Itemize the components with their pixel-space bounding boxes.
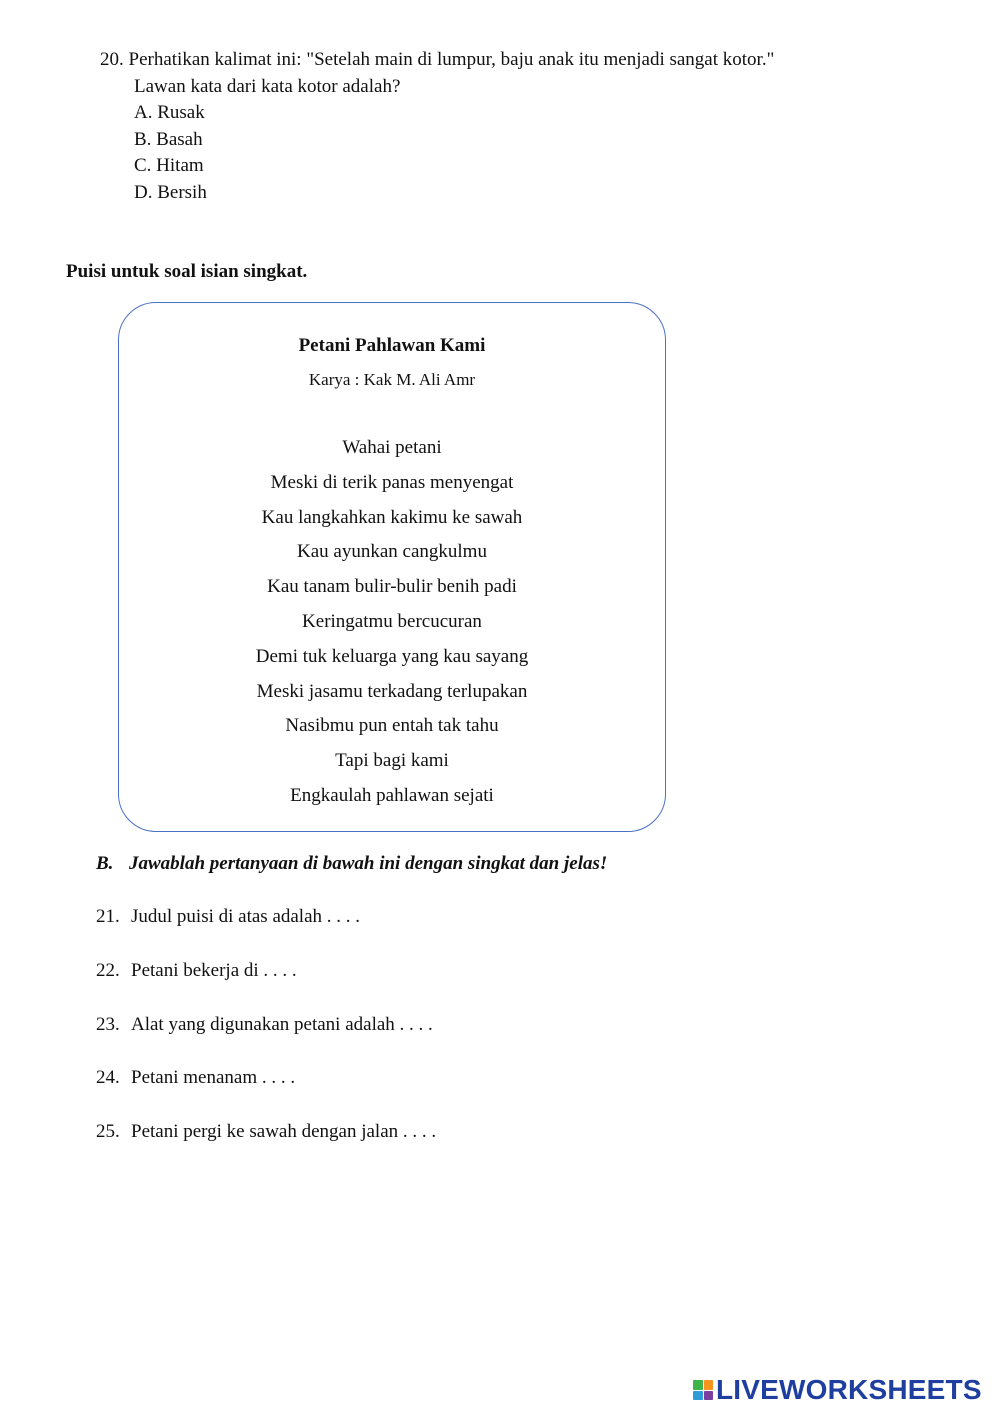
- question-number: 24.: [96, 1067, 120, 1088]
- question-text: Judul puisi di atas adalah . . . .: [131, 906, 361, 927]
- poem-line: Demi tuk keluarga yang kau sayang: [255, 645, 529, 667]
- question-text: Alat yang digunakan petani adalah . . . .: [131, 1014, 433, 1035]
- question-22: [96, 960, 297, 982]
- poem-title: Petani Pahlawan Kami: [298, 335, 486, 356]
- poem-lines: [118, 435, 666, 818]
- poem-line: Meski di terik panas menyengat: [270, 471, 514, 493]
- poem-line: Kau tanam bulir-bulir benih padi: [267, 576, 517, 598]
- section-b-text: Jawablah pertanyaan di bawah ini dengan singkat dan jelas!: [129, 853, 608, 874]
- question-text: Petani menanam . . . .: [131, 1067, 296, 1088]
- liveworksheets-wordmark: LIVEWORKSHEETS: [716, 1374, 982, 1405]
- question-number: 21.: [96, 906, 120, 927]
- question-21: [96, 906, 360, 928]
- poem-author: Karya : Kak M. Ali Amr: [308, 370, 476, 389]
- poem-line: Keringatmu bercucuran: [302, 610, 482, 632]
- option-c[interactable]: C. Hitam: [134, 155, 204, 176]
- icon-square: [693, 1391, 703, 1401]
- question-number: 25.: [96, 1121, 120, 1142]
- poem-line: Tapi bagi kami: [335, 750, 449, 772]
- question-subtext: Lawan kata dari kata kotor adalah?: [134, 75, 401, 97]
- poem-line: Nasibmu pun entah tak tahu: [285, 715, 499, 737]
- option-a[interactable]: A. Rusak: [134, 102, 205, 123]
- question-number: 22.: [96, 960, 120, 981]
- question-number: 20.: [100, 49, 124, 70]
- question-20: [100, 47, 774, 206]
- icon-square: [704, 1380, 714, 1390]
- option-d[interactable]: D. Bersih: [134, 181, 207, 203]
- poem-section-heading: Puisi untuk soal isian singkat.: [66, 261, 308, 282]
- icon-square: [693, 1380, 703, 1390]
- question-23: [96, 1014, 433, 1036]
- question-number: 23.: [96, 1014, 120, 1035]
- poem-line: Meski jasamu terkadang terlupakan: [256, 680, 528, 702]
- section-b-instruction: [96, 853, 607, 875]
- liveworksheets-logo: [693, 1374, 982, 1406]
- icon-square: [704, 1391, 714, 1401]
- poem-line: Kau langkahkan kakimu ke sawah: [261, 506, 523, 528]
- poem-line: Wahai petani: [342, 437, 442, 458]
- question-text: Petani bekerja di . . . .: [131, 960, 297, 981]
- section-letter: B.: [96, 853, 114, 874]
- question-text: Perhatikan kalimat ini: "Setelah main di lumpur, baju anak itu menjadi sangat kotor.": [128, 49, 775, 70]
- question-25: [96, 1121, 436, 1143]
- option-b[interactable]: B. Basah: [134, 128, 203, 150]
- poem-line: Kau ayunkan cangkulmu: [297, 541, 487, 563]
- question-text: Petani pergi ke sawah dengan jalan . . . .: [131, 1121, 437, 1142]
- question-24: [96, 1067, 295, 1089]
- question-20-stem: [100, 47, 774, 74]
- liveworksheets-icon: [693, 1380, 713, 1400]
- poem-line: Engkaulah pahlawan sejati: [290, 784, 494, 806]
